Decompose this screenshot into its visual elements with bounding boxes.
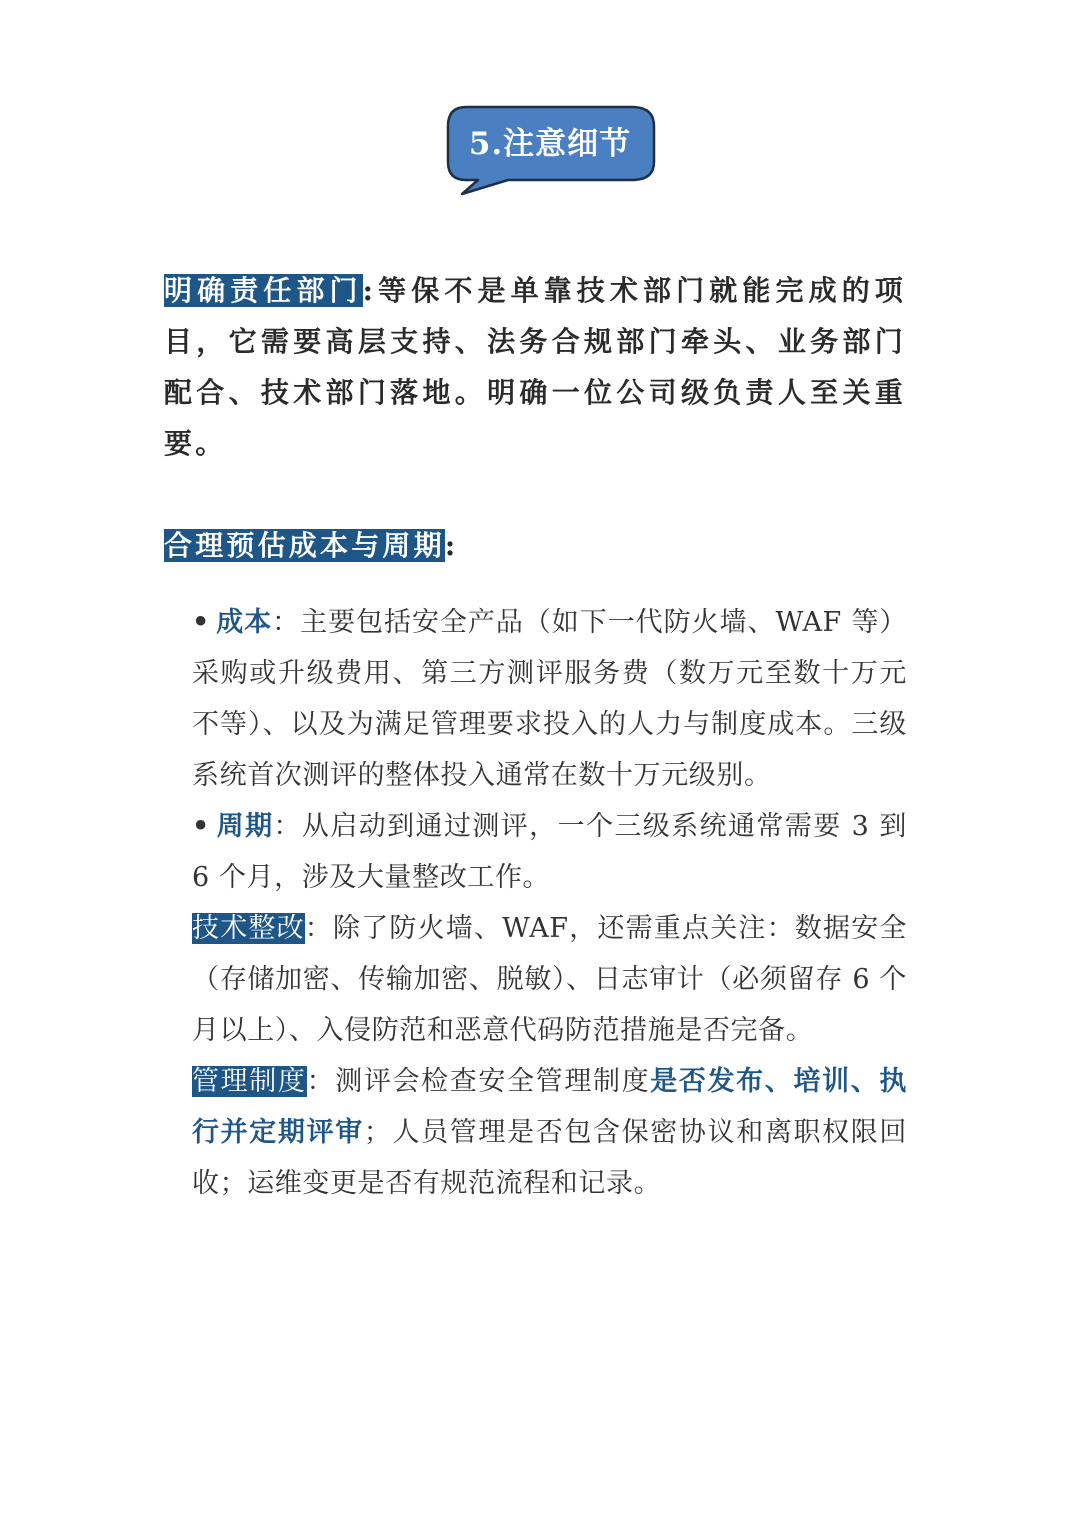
- cost-colon: ：: [272, 607, 301, 638]
- mgmt-paragraph: [192, 1056, 907, 1209]
- mgmt-text-after: ；人员管理是否包含保密协议和离职权限回收；运维变更是否有规范流程和记录。: [192, 1117, 907, 1199]
- responsibility-colon: :: [362, 274, 377, 307]
- mgmt-emphasis: 是否发布、培训、执行并定期评审: [192, 1066, 907, 1148]
- responsibility-heading: 明确责任部门: [164, 274, 363, 307]
- bullet-dot-icon: •: [192, 811, 210, 842]
- responsibility-text: 等保不是单靠技术部门就能完成的项目，它需要高层支持、法务合规部门牵头、业务部门配合、技术部门落地。明确一位公司级负责人至关重要。: [164, 274, 907, 460]
- list-item-cost: [192, 597, 907, 801]
- tech-text: 除了防火墙、WAF，还需重点关注：数据安全（存储加密、传输加密、脱敏）、日志审计（必须留存 6 个月以上）、入侵防范和恶意代码防范措施是否完备。: [192, 913, 907, 1046]
- cost-cycle-colon: :: [444, 529, 459, 562]
- details-body: [192, 597, 907, 1209]
- tech-paragraph: [192, 903, 907, 1056]
- page-title: 5.注意细节: [468, 126, 632, 162]
- title-bubble: [444, 104, 659, 199]
- cost-cycle-heading: 合理预估成本与周期: [164, 529, 445, 562]
- cycle-text: 从启动到通过测评，一个三级系统通常需要 3 到 6 个月，涉及大量整改工作。: [192, 811, 907, 893]
- cycle-colon: ：: [273, 811, 302, 842]
- list-item-cycle: [192, 801, 907, 903]
- tech-heading: 技术整改: [192, 913, 305, 944]
- cost-text: 主要包括安全产品（如下一代防火墙、WAF 等）采购或升级费用、第三方测评服务费（数万元至数十万元不等）、以及为满足管理要求投入的人力与制度成本。三级系统首次测评的整体投入通常在数十万元级别。: [192, 607, 907, 791]
- responsibility-paragraph: [164, 265, 906, 469]
- mgmt-colon: ：: [306, 1066, 336, 1097]
- cycle-label: 周期: [215, 811, 274, 842]
- bullet-dot-icon: •: [192, 607, 210, 638]
- cost-label: 成本: [215, 607, 273, 638]
- mgmt-heading: 管理制度: [192, 1066, 307, 1097]
- tech-colon: ：: [304, 913, 333, 944]
- cost-cycle-heading-line: [164, 520, 906, 571]
- mgmt-text-before: 测评会检查安全管理制度: [335, 1066, 651, 1097]
